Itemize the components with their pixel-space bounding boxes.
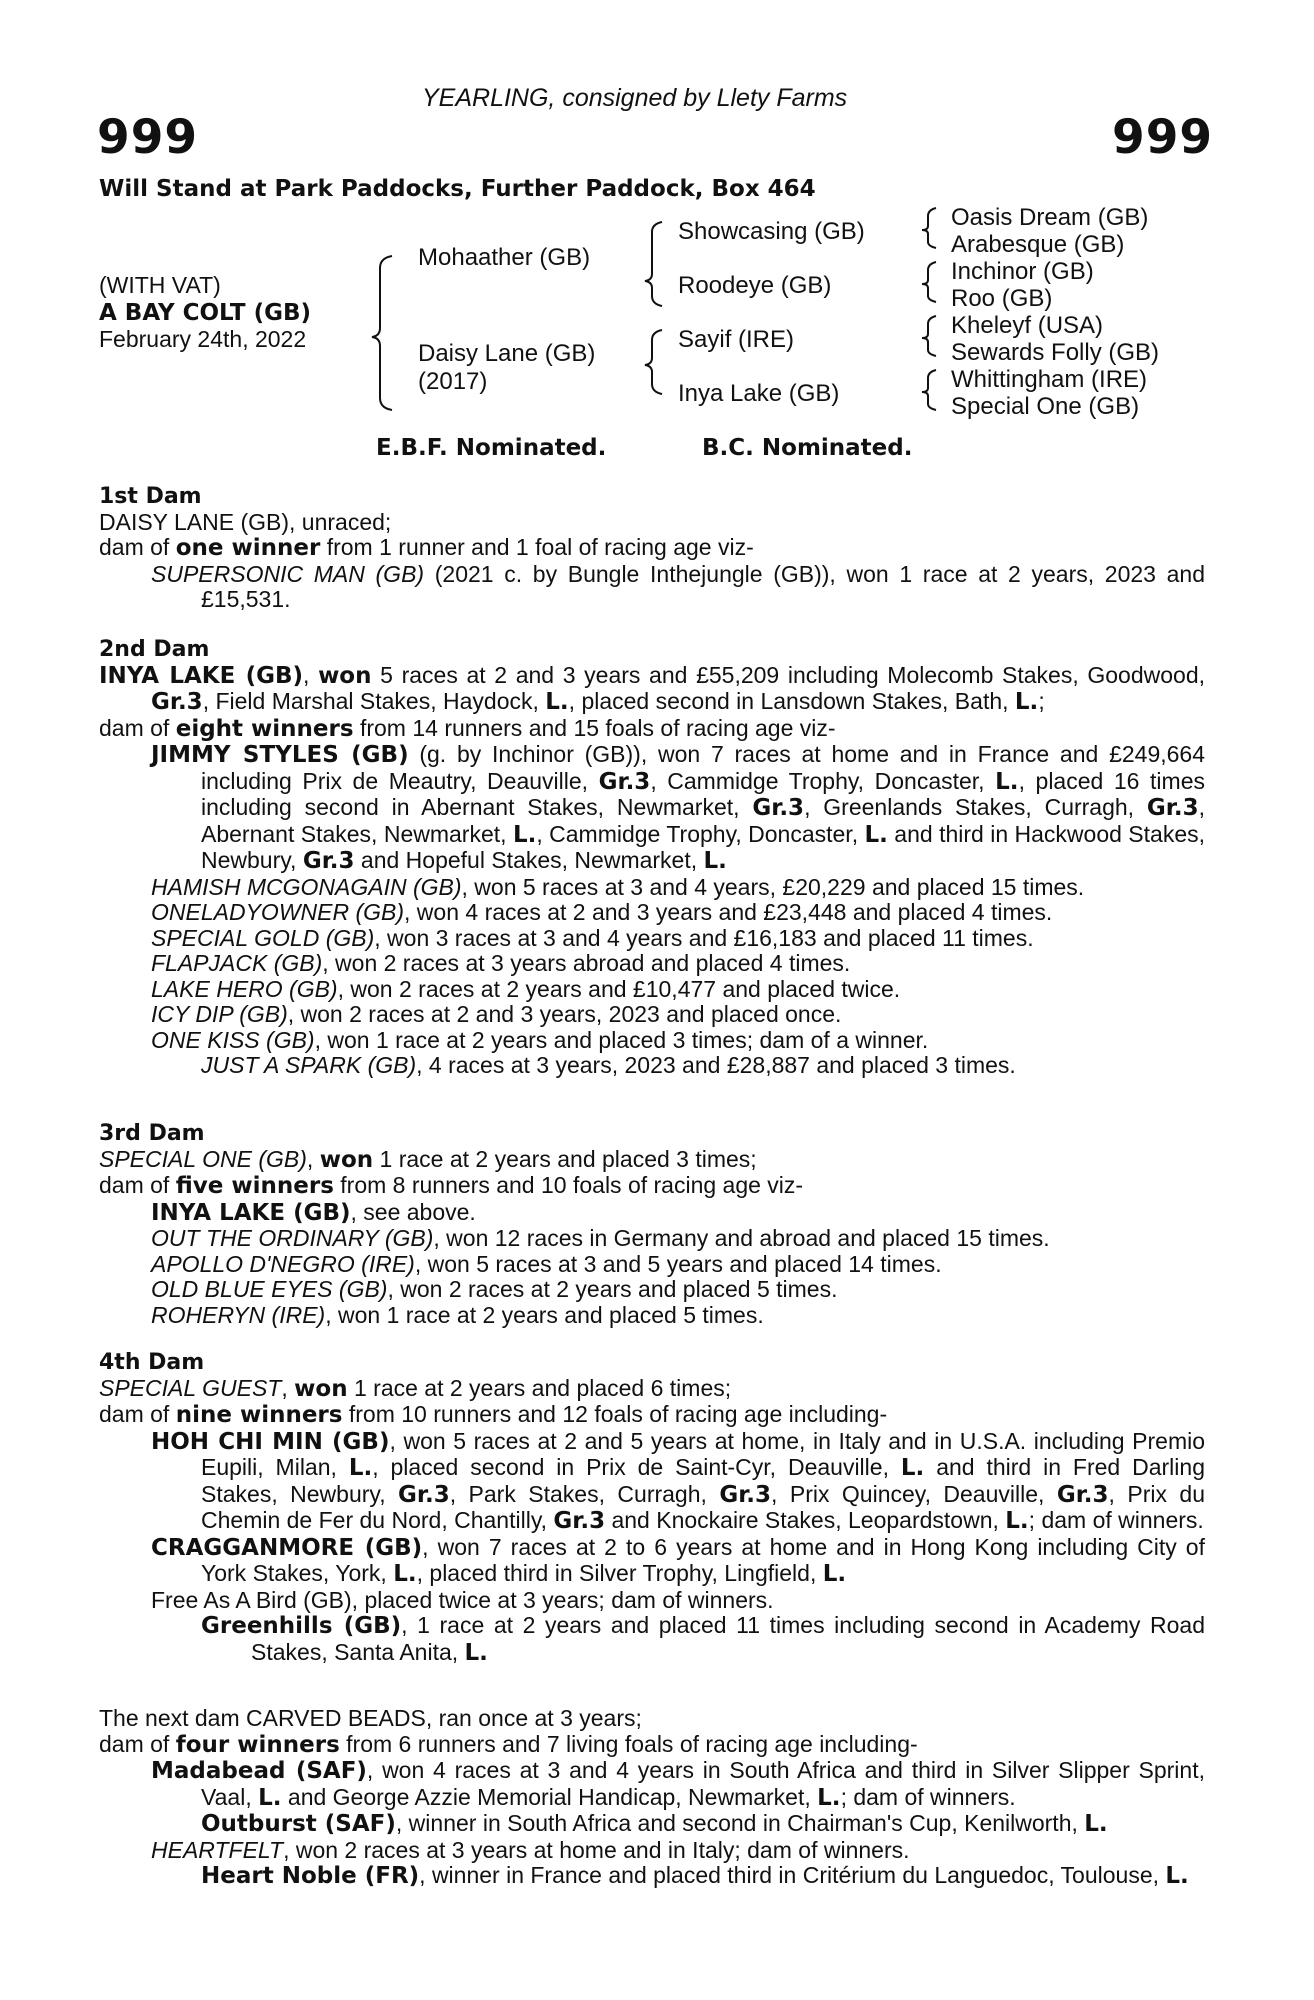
produce-summary: dam of one winner from 1 runner and 1 foal of racing age viz- bbox=[99, 534, 754, 561]
offspring-entry: JIMMY STYLES (GB) (g. by Inchinor (GB)), won 7 races at home and in France and £249,664 including Prix de Meautry, Deauville, Gr.3, Cammidge Trophy, Doncaster, L., placed 16 times including second in Abernant Stakes, Newmarket, Gr.3, Greenlands Stakes, Curragh, Gr.3, Abernant Stakes, Newmarket, L., Cammidge Trophy, Doncaster, L. and third in Hackwood Stakes, Newbury, Gr.3 and Hopeful Stakes, Newmarket, L. bbox=[151, 741, 1206, 874]
offspring-entry: Madabead (SAF), won 4 races at 3 and 4 years in South Africa and third in Silver Slipper Sprint, Vaal, L. and George Azzie Memorial Handicap, Newmarket, L.; dam of winners. bbox=[151, 1757, 1205, 1811]
offspring-entry: ROHERYN (IRE), won 1 race at 2 years and placed 5 times. bbox=[151, 1301, 764, 1328]
offspring-entry: SUPERSONIC MAN (GB) (2021 c. by Bungle Inthejungle (GB)), won 1 race at 2 years, 2023 and £15,531. bbox=[151, 560, 1205, 612]
dam: Daisy Lane (GB) bbox=[418, 340, 596, 367]
grandoffspring-entry: Greenhills (GB), 1 race at 2 years and placed 11 times including second in Academy Road Stakes, Santa Anita, L. bbox=[201, 1612, 1205, 1666]
dam-entry: SPECIAL GUEST, won 1 race at 2 years and placed 6 times; bbox=[99, 1374, 732, 1402]
offspring-entry: SPECIAL GOLD (GB), won 3 races at 3 and 4 years and £16,183 and placed 11 times. bbox=[151, 924, 1034, 951]
offspring-entry: HEARTFELT, won 2 races at 3 years at home and in Italy; dam of winners. bbox=[151, 1836, 910, 1863]
gen3-ancestor: Sewards Folly (GB) bbox=[951, 339, 1160, 366]
offspring-entry: HAMISH MCGONAGAIN (GB), won 5 races at 3 and 4 years, £20,229 and placed 15 times. bbox=[151, 873, 1085, 900]
produce-summary: dam of eight winners from 14 runners and 15 foals of racing age viz- bbox=[99, 714, 836, 742]
dam-foaling-year: (2017) bbox=[418, 368, 488, 395]
grandoffspring-entry: Heart Noble (FR), winner in France and placed third in Critérium du Languedoc, Toulouse, L. bbox=[201, 1862, 1189, 1889]
gen3-ancestor: Roo (GB) bbox=[951, 285, 1053, 312]
lot-number-left: 999 bbox=[97, 110, 199, 165]
grandoffspring-entry: Outburst (SAF), winner in South Africa and second in Chairman's Cup, Kenilworth, L. bbox=[201, 1810, 1108, 1837]
dam-entry: The next dam CARVED BEADS, ran once at 3 years; bbox=[99, 1705, 642, 1731]
vat-note: (WITH VAT) bbox=[99, 272, 221, 298]
sire-sire: Showcasing (GB) bbox=[678, 218, 865, 245]
offspring-entry: ONELADYOWNER (GB), won 4 races at 2 and 3 years and £23,448 and placed 4 times. bbox=[151, 899, 1053, 925]
section-heading: 2nd Dam bbox=[99, 637, 210, 662]
sire: Mohaather (GB) bbox=[418, 244, 591, 271]
gen3-ancestor: Special One (GB) bbox=[951, 393, 1140, 420]
bc-nomination: B.C. Nominated. bbox=[702, 435, 913, 461]
foaling-date: February 24th, 2022 bbox=[99, 326, 307, 352]
offspring-entry: OUT THE ORDINARY (GB), won 12 races in Germany and abroad and placed 15 times. bbox=[151, 1225, 1050, 1251]
horse-name: A BAY COLT (GB) bbox=[99, 300, 312, 326]
sire-dam: Roodeye (GB) bbox=[678, 272, 832, 299]
stabling-location: Will Stand at Park Paddocks, Further Paddock, Box 464 bbox=[99, 176, 816, 202]
section-heading: 1st Dam bbox=[99, 484, 202, 509]
offspring-entry: CRAGGANMORE (GB), won 7 races at 2 to 6 years at home and in Hong Kong including City of York Stakes, York, L., placed third in Silver Trophy, Lingfield, L. bbox=[151, 1533, 1205, 1587]
section-heading: 3rd Dam bbox=[99, 1121, 205, 1146]
section-heading: 4th Dam bbox=[99, 1350, 205, 1375]
fourth-dam-section bbox=[99, 1350, 1205, 1666]
offspring-entry: FLAPJACK (GB), won 2 races at 3 years abroad and placed 4 times. bbox=[151, 950, 851, 976]
next-dam-section bbox=[99, 1706, 1205, 1890]
first-dam-section bbox=[99, 484, 1205, 613]
dam-sire: Sayif (IRE) bbox=[678, 326, 795, 353]
offspring-entry: OLD BLUE EYES (GB), won 2 races at 2 years and placed 5 times. bbox=[151, 1276, 838, 1302]
dam-dam: Inya Lake (GB) bbox=[678, 380, 840, 407]
gen3-ancestor: Oasis Dream (GB) bbox=[951, 204, 1149, 231]
produce-summary: dam of four winners from 6 runners and 7 living foals of racing age including- bbox=[99, 1730, 918, 1758]
dam-entry: SPECIAL ONE (GB), won 1 race at 2 years and placed 3 times; bbox=[99, 1145, 757, 1173]
ebf-nomination: E.B.F. Nominated. bbox=[376, 435, 607, 461]
offspring-entry: ONE KISS (GB), won 1 race at 2 years and placed 3 times; dam of a winner. bbox=[151, 1026, 929, 1053]
offspring-entry: Free As A Bird (GB), placed twice at 3 years; dam of winners. bbox=[151, 1586, 774, 1613]
offspring-entry: APOLLO D'NEGRO (IRE), won 5 races at 3 and 5 years and placed 14 times. bbox=[151, 1250, 942, 1277]
gen3-ancestor: Inchinor (GB) bbox=[951, 258, 1094, 285]
second-dam-section bbox=[99, 637, 1205, 1079]
offspring-entry: LAKE HERO (GB), won 2 races at 2 years and £10,477 and placed twice. bbox=[151, 975, 901, 1002]
consignor-line: YEARLING, consigned by Llety Farms bbox=[422, 84, 848, 112]
dam-entry: DAISY LANE (GB), unraced; bbox=[99, 508, 392, 535]
lot-number-right: 999 bbox=[1112, 110, 1214, 165]
gen3-ancestor: Arabesque (GB) bbox=[951, 231, 1125, 258]
gen3-ancestor: Kheleyf (USA) bbox=[951, 312, 1104, 339]
grandoffspring-entry: JUST A SPARK (GB), 4 races at 3 years, 2023 and £28,887 and placed 3 times. bbox=[201, 1052, 1016, 1078]
dam-entry: INYA LAKE (GB), won 5 races at 2 and 3 years and £55,209 including Molecomb Stakes, Goodwood, Gr.3, Field Marshal Stakes, Haydock, L., placed second in Lansdown Stakes, Bath, L.; bbox=[99, 661, 1206, 715]
offspring-entry: INYA LAKE (GB), see above. bbox=[151, 1198, 476, 1226]
offspring-entry: ICY DIP (GB), won 2 races at 2 and 3 years, 2023 and placed once. bbox=[151, 1001, 842, 1027]
produce-summary: dam of nine winners from 10 runners and 12 foals of racing age including- bbox=[99, 1401, 888, 1428]
third-dam-section bbox=[99, 1121, 1205, 1328]
offspring-entry: HOH CHI MIN (GB), won 5 races at 2 and 5 years at home, in Italy and in U.S.A. including Premio Eupili, Milan, L., placed second in Prix de Saint-Cyr, Deauville, L. and third in Fred Darling Stakes, Newbury, Gr.3, Park Stakes, Curragh, Gr.3, Prix Quincey, Deauville, Gr.3, Prix du Chemin de Fer du Nord, Chantilly, Gr.3 and Knockaire Stakes, Leopardstown, L.; dam of winners. bbox=[151, 1427, 1206, 1534]
gen3-ancestor: Whittingham (IRE) bbox=[951, 366, 1148, 393]
produce-summary: dam of five winners from 8 runners and 10 foals of racing age viz- bbox=[99, 1172, 804, 1199]
